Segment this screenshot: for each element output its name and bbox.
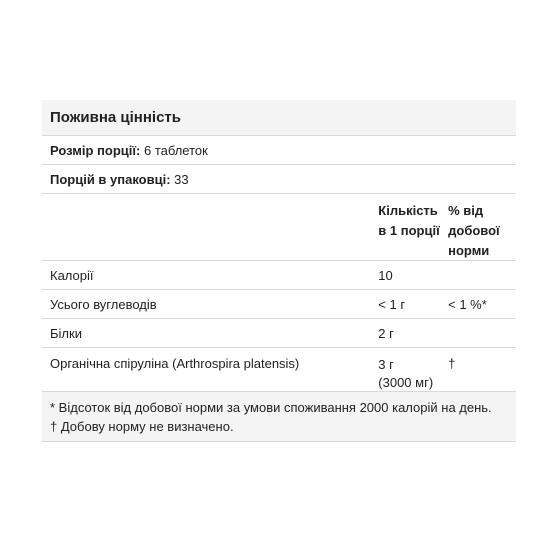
dv-header-line-2: добової: [448, 223, 500, 238]
nutrition-title: Поживна цінність: [50, 109, 181, 126]
nutrient-amount: [378, 356, 448, 392]
servings-per-container-row: [42, 165, 516, 194]
serving-size-row: [42, 136, 516, 165]
serving-size-value: 6 таблеток: [140, 142, 208, 158]
servings-per-container-label: Порцій в упаковці:: [50, 171, 171, 187]
nutrient-row-carbohydrates: [42, 290, 516, 319]
column-header-row: [42, 194, 516, 261]
nutrient-daily-value: < 1 %*: [448, 296, 487, 312]
nutrient-amount-grams: 3 г: [378, 357, 394, 372]
dv-header-line-1: % від: [448, 203, 484, 218]
footnotes: [42, 392, 516, 442]
amount-header-line-2: в 1 порції: [378, 223, 440, 238]
nutrient-amount: 2 г: [378, 325, 394, 341]
footnote-not-established: † Добову норму не визначено.: [50, 419, 234, 434]
dv-header-line-3: норми: [448, 243, 490, 258]
nutrient-name: Білки: [50, 325, 82, 341]
nutrient-amount: < 1 г: [378, 296, 406, 312]
nutrient-row-spirulina: [42, 348, 516, 392]
title-row: [42, 100, 516, 136]
nutrient-amount: 10: [378, 267, 393, 283]
nutrient-daily-value: †: [448, 356, 456, 371]
nutrient-row-protein: [42, 319, 516, 348]
nutrient-row-calories: [42, 261, 516, 290]
daily-value-column-header: [448, 201, 508, 261]
amount-header-line-1: Кількість: [378, 203, 438, 218]
servings-per-container-value: 33: [170, 171, 189, 187]
nutrient-name: Калорії: [50, 267, 94, 283]
nutrition-facts-panel: [42, 100, 516, 442]
nutrient-amount-milligrams: (3000 мг): [378, 375, 434, 390]
footnote-daily-value: * Відсоток від добової норми за умови споживання 2000 калорій на день.: [50, 400, 492, 415]
nutrient-name: Органічна спіруліна (Arthrospira platensis): [50, 356, 300, 371]
amount-column-header: [378, 201, 448, 241]
serving-size-label: Розмір порції:: [50, 142, 141, 158]
nutrient-name: Усього вуглеводів: [50, 296, 157, 312]
